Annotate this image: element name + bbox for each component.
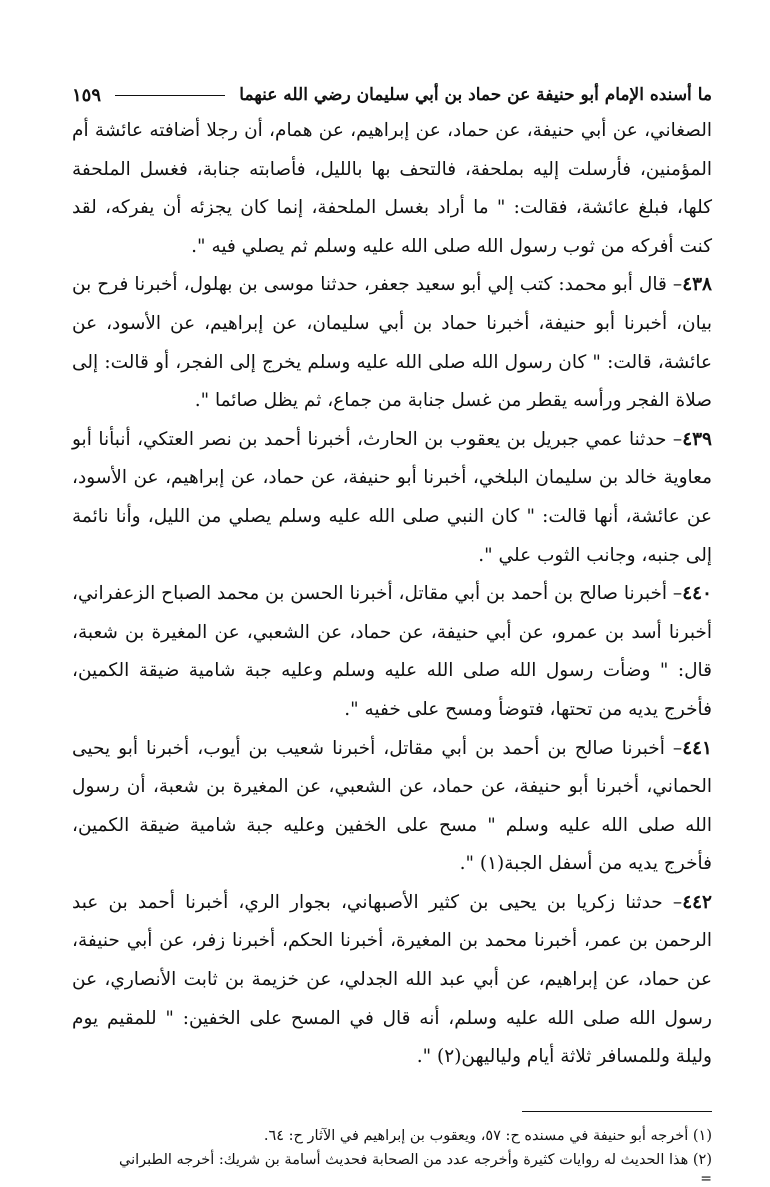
paragraph-text: الصغاني، عن أبي حنيفة، عن حماد، عن إبراهيم، عن همام، أن رجلا أضافته عائشة أم المؤمنين، فأرسلت إليه بملحفة، فالتحف بها بالليل، فأصابته جنابة، فغسل الملحفة كلها، فبلغ عائشة، فقالت: " ما أراد بغسل الملحفة، إنما كان يجزئه أن يفركه، لقد كنت أفركه من ثوب رسول الله صلى الله عليه وسلم ثم يصلي فيه ". <box>72 120 712 257</box>
hadith-number: ٤٣٨ <box>682 274 712 296</box>
hadith-442 <box>72 884 712 1077</box>
footnote-1: (١) أخرجه أبو حنيفة في مسنده ح: ٥٧، ويعقوب بن إبراهيم في الآثار ح: ٦٤. <box>263 1127 712 1144</box>
paragraph-text: – حدثنا عمي جبريل بن يعقوب بن الحارث، أخبرنا أحمد بن نصر العتكي، أنبأنا أبو معاوية خالد بن سليمان البلخي، أخبرنا أبو حنيفة، عن حماد، عن إبراهيم، عن الأسود، عن عائشة، أنها قالت: " كان النبي صلى الله عليه وسلم يصلي من الليل، وأنا نائمة إلى جنبه، وجانب الثوب علي ". <box>72 428 712 566</box>
header-title: ما أسنده الإمام أبو حنيفة عن حماد بن أبي سليمان رضي الله عنهما <box>239 85 712 105</box>
hadith-438 <box>72 266 712 420</box>
page-number: ١٥٩ <box>72 84 102 106</box>
page <box>72 78 712 1186</box>
footnote-2: (٢) هذا الحديث له روايات كثيرة وأخرجه عدد من الصحابة فحديث أسامة بن شريك: أخرجه الطبراني <box>119 1151 712 1168</box>
hadith-number: ٤٣٩ <box>682 428 712 450</box>
paragraph-text: – قال أبو محمد: كتب إلي أبو سعيد جعفر، حدثنا موسى بن بهلول، أخبرنا فرح بن بيان، أخبرنا أبو حنيفة، أخبرنا حماد بن أبي سليمان، عن إبراهيم، عن الأسود، عن عائشة، قالت: " كان رسول الله صلى الله عليه وسلم يخرج إلى الفجر، أو قالت: إلى صلاة الفجر ورأسه يقطر من غسل جنابة من جماع، ثم يظل صائما ". <box>72 274 712 412</box>
header-rule <box>115 95 225 96</box>
hadith-439 <box>72 421 712 575</box>
paragraph-text: – أخبرنا صالح بن أحمد بن أبي مقاتل، أخبرنا الحسن بن محمد الصباح الزعفراني، أخبرنا أسد بن عمرو، عن أبي حنيفة، عن حماد، عن الشعبي، عن المغيرة بن شعبة، قال: " وضأت رسول الله صلى الله عليه وسلم وعليه جبة شامية ضيقة الكمين، فأخرج يديه من تحتها، فتوضأ ومسح على خفيه ". <box>72 583 712 720</box>
hadith-440 <box>72 575 712 729</box>
hadith-number: ٤٤٠ <box>682 583 712 605</box>
continuation-mark: = <box>700 1170 712 1187</box>
hadith-number: ٤٤٢ <box>682 891 712 913</box>
hadith-441 <box>72 730 712 884</box>
paragraph-text: – حدثنا زكريا بن يحيى بن كثير الأصبهاني، بجوار الري، أخبرنا أحمد بن عبد الرحمن بن عمر، أخبرنا محمد بن المغيرة، أخبرنا الحكم، أخبرنا زفر، عن أبي حنيفة، عن حماد، عن إبراهيم، عن أبي عبد الله الجدلي، عن خزيمة بن ثابت الأنصاري، عن رسول الله صلى الله عليه وسلم، أنه قال في المسح على الخفين: " للمقيم يوم وليلة وللمسافر ثلاثة أيام ولياليهن(٢) ". <box>72 891 712 1068</box>
footnote-separator <box>522 1111 712 1112</box>
hadith-number: ٤٤١ <box>682 737 712 759</box>
paragraph-text: – أخبرنا صالح بن أحمد بن أبي مقاتل، أخبرنا شعيب بن أيوب، أخبرنا أبو يحيى الحماني، أخبرنا أبو حنيفة، عن حماد، عن الشعبي، عن المغيرة بن شعبة، أن رسول الله صلى الله عليه وسلم " مسح على الخفين وعليه جبة شامية ضيقة الكمين، فأخرج يديه من أسفل الجبة(١) ". <box>72 737 712 875</box>
paragraph-continued <box>72 112 712 266</box>
running-header <box>72 78 712 112</box>
